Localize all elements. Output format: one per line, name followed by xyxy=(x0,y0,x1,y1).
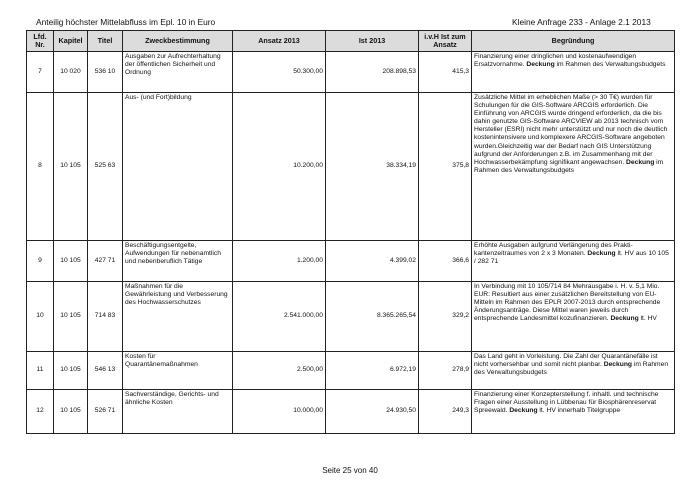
begruendung-text: lt. HV xyxy=(638,315,657,323)
row-ivh: 375,8 xyxy=(419,93,472,241)
row-nr: 9 xyxy=(27,241,54,282)
table-row xyxy=(27,352,675,390)
row-titel: 714 83 xyxy=(88,282,123,352)
row-titel: 526 71 xyxy=(88,390,123,434)
row-nr: 10 xyxy=(27,282,54,352)
row-begruendung xyxy=(472,352,675,390)
row-nr: 8 xyxy=(27,93,54,241)
begruendung-text: lt. HV aus 10 105 / 282 71 xyxy=(474,250,669,266)
row-titel: 427 71 xyxy=(88,241,123,282)
row-zweckbestimmung: Ausgaben zur Aufrechterhaltung der öffentlichen Sicherheit und Ordnung xyxy=(123,52,233,93)
deckung-label: Deckung xyxy=(509,407,538,415)
begruendung-text: im Rahmen des Verwaltungsbudgets xyxy=(474,158,664,174)
row-ist: 6.972,19 xyxy=(326,352,419,390)
table-row xyxy=(27,390,675,434)
begruendung-text: Zusätzliche Mittel im erheblichen Maße (> 30 T€) wurden für Schulungen für die GIS-Software ARCGIS erforderlich. Die Einführung von ARCGIS wurde dringend erforderlich, da die bis dahin genutzte GIS-Software ARCVIEW ab 2013 technisch vom Hersteller (ESRI) nicht mehr unterstützt und nur noch die deutlich kostenintensivere und komplexere ARCGIS-Software angeboten wurden.Gleichzeitig war der Bedarf nach GIS Unterstützung aufgrund der Anforderungen z.B. im Zusammenhang mit der Hochwasserbekämpfung signifikant angewachsen. xyxy=(474,94,668,166)
row-titel: 536 10 xyxy=(88,52,123,93)
begruendung-text: Das Land geht in Vorleistung. Die Zahl der Quarantänefälle ist nicht vorhersehbar und somit nicht planbar. xyxy=(474,353,658,369)
table-row xyxy=(27,93,675,241)
row-ist: 4.399,02 xyxy=(326,241,419,282)
col-header-ansatz: Ansatz 2013 xyxy=(233,31,326,52)
begruendung-text: im Rahmen des Verwaltungsbudgets xyxy=(474,361,669,377)
row-nr: 12 xyxy=(27,390,54,434)
header-reference: Kleine Anfrage 233 - Anlage 2.1 2013 xyxy=(512,17,651,27)
col-header-zweck: Zweckbestimmung xyxy=(123,31,233,52)
row-ist: 24.930,50 xyxy=(326,390,419,434)
begruendung-text: im Rahmen des Verwaltungsbudgets xyxy=(554,61,666,69)
row-ist: 8.365.265,54 xyxy=(326,282,419,352)
col-header-ist: Ist 2013 xyxy=(326,31,419,52)
header-title: Anteilig höchster Mittelabfluss im Epl. 10 in Euro xyxy=(36,17,216,27)
row-begruendung xyxy=(472,93,675,241)
deckung-label: Deckung xyxy=(526,61,555,69)
deckung-label: Deckung xyxy=(603,361,632,369)
row-ivh: 278,9 xyxy=(419,352,472,390)
row-titel: 546 13 xyxy=(88,352,123,390)
row-zweckbestimmung: Beschäftigungsentgelte, Aufwendungen für nebenamtlich und nebenberuflich Tätige xyxy=(123,241,233,282)
table-row xyxy=(27,241,675,282)
deckung-label: Deckung xyxy=(587,250,616,258)
col-header-ivh: i.v.H Ist zum Ansatz xyxy=(419,31,472,52)
row-titel: 525 63 xyxy=(88,93,123,241)
row-begruendung xyxy=(472,52,675,93)
col-header-titel: Titel xyxy=(88,31,123,52)
budget-table xyxy=(26,30,675,434)
row-ivh: 329,2 xyxy=(419,282,472,352)
deckung-label: Deckung xyxy=(626,158,655,166)
col-header-begruendung: Begründung xyxy=(472,31,675,52)
col-header-kapitel: Kapitel xyxy=(54,31,88,52)
begruendung-text: Finanzierung einer Konzepterstellung f. inhaltl. und technische Fragen einer Ausstellung in Lübbenau für Biosphärenreservat Spreewald. xyxy=(474,391,659,415)
row-kapitel: 10 105 xyxy=(54,352,88,390)
table-body xyxy=(27,52,675,434)
row-ansatz: 10.000,00 xyxy=(233,390,326,434)
row-zweckbestimmung: Kosten für Quarantänemaßnahmen xyxy=(123,352,233,390)
row-zweckbestimmung: Sachverständige, Gerichts- und ähnliche Kosten xyxy=(123,390,233,434)
row-zweckbestimmung: Aus- (und Fort)bildung xyxy=(123,93,233,241)
row-ist: 38.334,19 xyxy=(326,93,419,241)
col-header-nr: Lfd. Nr. xyxy=(27,31,54,52)
begruendung-text: Finanzierung einer dringlichen und kostenaufwendigen Ersatzvornahme. xyxy=(474,53,637,69)
row-begruendung xyxy=(472,282,675,352)
row-ansatz: 50.300,00 xyxy=(233,52,326,93)
begruendung-text: In Verbindung mit 10 105/714 84 Mehrausgabe i. H. v. 5,1 Mio. EUR: Resultiert aus einer zusätzlichen Bereitstellung von EU-Mitteln im Rahmen des EPLR 2007-2013 durch entsprechende Änderungsanträge. Diese Mittel waren jeweils durch entsprechende Landesmittel kozufinanzieren. xyxy=(474,283,661,323)
row-ist: 208.898,53 xyxy=(326,52,419,93)
page-number: Seite 25 von 40 xyxy=(322,466,378,475)
begruendung-text: Erhöhte Ausgaben aufgrund Verlängerung des Prakti-kantenzeitraumes von 2 x 3 Monaten. xyxy=(474,242,633,258)
row-ansatz: 10.200,00 xyxy=(233,93,326,241)
row-ansatz: 1.200,00 xyxy=(233,241,326,282)
row-ivh: 415,3 xyxy=(419,52,472,93)
row-kapitel: 10 105 xyxy=(54,390,88,434)
table-row xyxy=(27,52,675,93)
row-zweckbestimmung: Maßnahmen für die Gewährleistung und Verbesserung des Hochwasserschutzes xyxy=(123,282,233,352)
row-begruendung xyxy=(472,390,675,434)
row-ansatz: 2.541.000,00 xyxy=(233,282,326,352)
begruendung-text: lt. HV innerhalb Titelgruppe xyxy=(537,407,621,415)
deckung-label: Deckung xyxy=(610,315,639,323)
row-kapitel: 10 105 xyxy=(54,93,88,241)
row-kapitel: 10 020 xyxy=(54,52,88,93)
row-nr: 7 xyxy=(27,52,54,93)
row-nr: 11 xyxy=(27,352,54,390)
row-begruendung xyxy=(472,241,675,282)
row-kapitel: 10 105 xyxy=(54,282,88,352)
row-ansatz: 2.500,00 xyxy=(233,352,326,390)
table-row xyxy=(27,282,675,352)
row-kapitel: 10 105 xyxy=(54,241,88,282)
table-header-row xyxy=(27,31,675,52)
row-ivh: 366,6 xyxy=(419,241,472,282)
row-ivh: 249,3 xyxy=(419,390,472,434)
